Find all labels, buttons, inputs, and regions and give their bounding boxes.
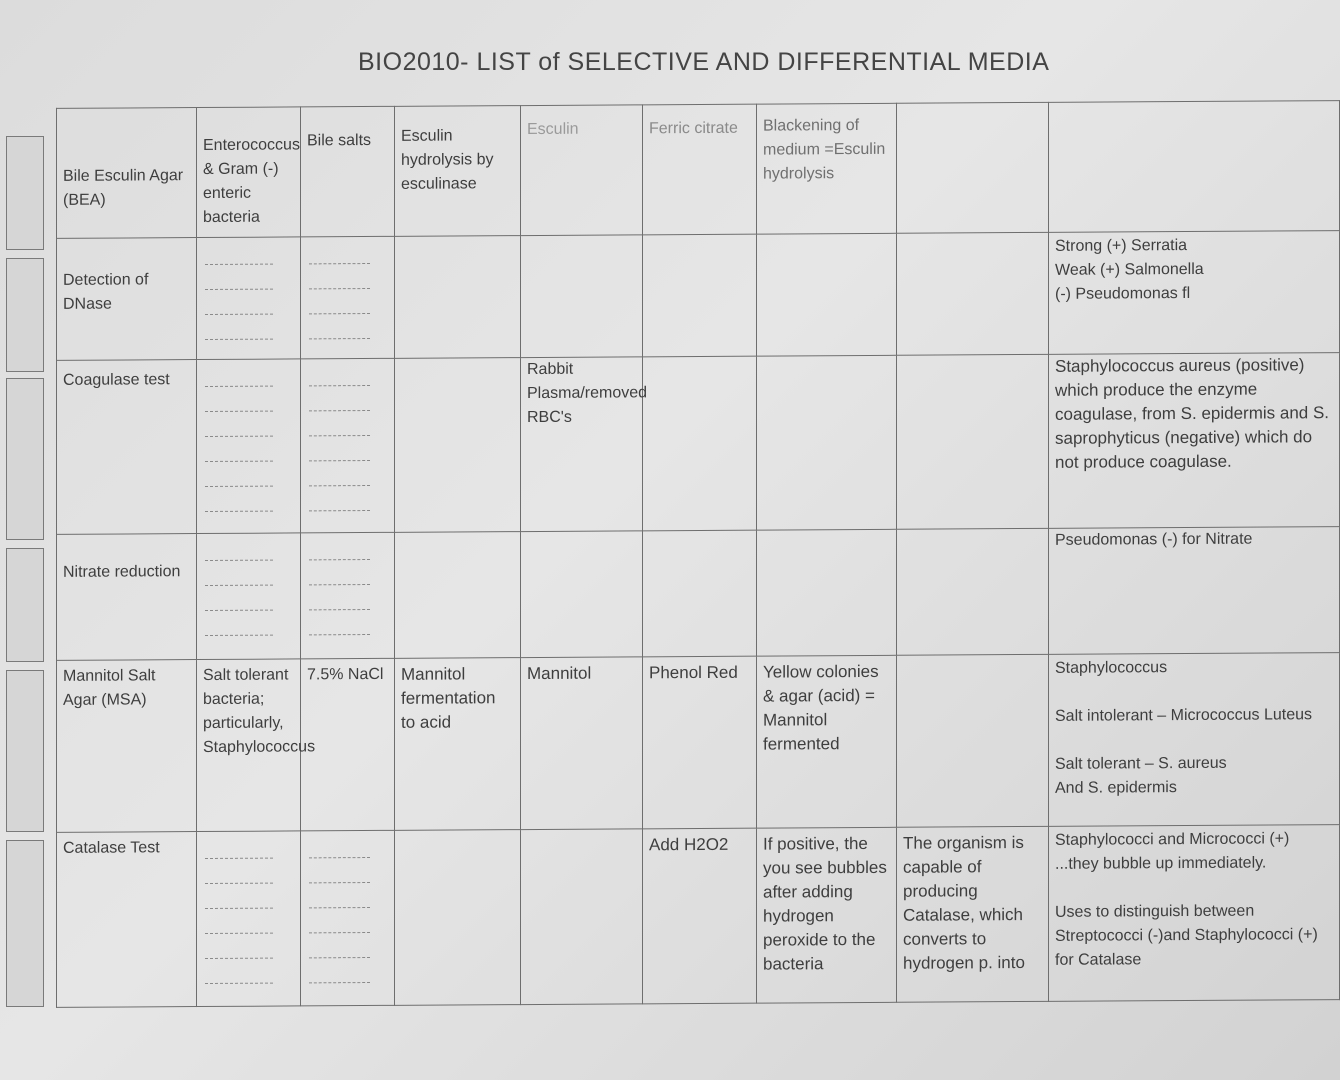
empty-cell <box>395 532 521 658</box>
substrate: Mannitol <box>521 657 643 830</box>
notes-cell <box>1049 652 1340 826</box>
row-marker <box>6 548 44 662</box>
empty-cell <box>897 529 1049 655</box>
blank-cell <box>197 831 301 1006</box>
table-row <box>57 825 1340 1008</box>
indicator: Ferric citrate <box>643 104 757 235</box>
row-marker <box>6 670 44 832</box>
result: Blackening of medium =Esculin hydrolysis <box>757 103 897 234</box>
empty-cell <box>395 236 521 358</box>
row-marker <box>6 258 44 372</box>
extra-cell <box>897 654 1049 828</box>
notes-cell: Pseudomonas (-) for Nitrate <box>1049 527 1340 654</box>
empty-cell <box>395 357 521 532</box>
blank-cell <box>301 533 395 659</box>
page-title: BIO2010- LIST of SELECTIVE AND DIFFERENTIAL MEDIA <box>358 48 1050 76</box>
notes-cell <box>1049 231 1340 354</box>
note-line: Salt tolerant – S. aureus <box>1055 754 1227 773</box>
table-row <box>57 101 1340 239</box>
selects-for: Salt tolerant bacteria; particularly, Staphylococcus <box>197 659 301 832</box>
result: If positive, the you see bubbles after adding hydrogen peroxide to the bacteria <box>757 828 897 1004</box>
empty-cell <box>757 234 897 356</box>
note-line: Uses to distinguish between Streptococci (-)and Staphylococci (+) for Catalase <box>1055 902 1318 970</box>
blank-cell <box>301 358 395 533</box>
row-marker <box>6 840 44 1007</box>
empty-cell <box>757 530 897 656</box>
media-table <box>56 100 1340 1008</box>
table-row <box>57 527 1340 660</box>
selects-for: Enterococcus & Gram (-) enteric bacteria <box>197 107 301 238</box>
result: Yellow colonies & agar (acid) = Mannitol fermented <box>757 655 897 828</box>
substrate: Rabbit Plasma/removed RBC's <box>521 357 643 532</box>
empty-cell <box>897 354 1049 530</box>
empty-cell <box>897 233 1049 355</box>
substrate: Esculin <box>521 105 643 236</box>
blank-cell <box>301 237 395 359</box>
selective-agent: 7.5% NaCl <box>301 658 395 831</box>
empty-cell <box>643 235 757 357</box>
reaction: Esculin hydrolysis by esculinase <box>395 106 521 237</box>
medium-name: Catalase Test <box>57 832 197 1008</box>
note-line: Salt intolerant – Micrococcus Luteus <box>1055 705 1313 725</box>
medium-name: Bile Esculin Agar (BEA) <box>57 108 197 239</box>
notes-cell <box>1049 101 1340 233</box>
blank-cell <box>197 237 301 359</box>
extra-cell: The organism is capable of producing Catalase, which converts to hydrogen p. into <box>897 827 1049 1003</box>
note-line: Strong (+) Serratia <box>1055 237 1188 256</box>
blank-cell <box>197 533 301 659</box>
extra-cell <box>897 102 1049 233</box>
note-line: And S. epidermis <box>1055 778 1177 797</box>
medium-name: Detection of DNase <box>57 238 197 360</box>
blank-cell <box>197 359 301 534</box>
empty-cell <box>643 531 757 657</box>
blank-cell <box>301 831 395 1006</box>
row-marker <box>6 378 44 540</box>
note-line: Staphylococcus <box>1055 658 1168 677</box>
table-row <box>57 652 1340 832</box>
indicator: Add H2O2 <box>643 828 757 1003</box>
empty-cell <box>757 355 897 531</box>
empty-cell <box>395 830 521 1005</box>
notes-cell: Staphylococcus aureus (positive) which produce the enzyme coagulase, from S. epidermis and S. saprophyticus (negative) which do not produce coagulase. <box>1049 352 1340 528</box>
note-line: (-) Pseudomonas fl <box>1055 285 1191 304</box>
indicator: Phenol Red <box>643 656 757 829</box>
note-line: Weak (+) Salmonella <box>1055 261 1204 280</box>
empty-cell <box>521 829 643 1004</box>
empty-cell <box>521 531 643 657</box>
row-marker <box>6 136 44 250</box>
medium-name: Mannitol Salt Agar (MSA) <box>57 659 197 832</box>
table-row <box>57 352 1340 534</box>
reaction: Mannitol fermentation to acid <box>395 657 521 830</box>
medium-name: Coagulase test <box>57 359 197 535</box>
empty-cell <box>643 356 757 531</box>
empty-cell <box>521 235 643 357</box>
table-row <box>57 231 1340 360</box>
note-line: Staphylococci and Micrococci (+) ...they bubble up immediately. <box>1055 830 1290 874</box>
medium-name: Nitrate reduction <box>57 534 197 660</box>
notes-cell <box>1049 825 1340 1001</box>
selective-agent: Bile salts <box>301 106 395 237</box>
